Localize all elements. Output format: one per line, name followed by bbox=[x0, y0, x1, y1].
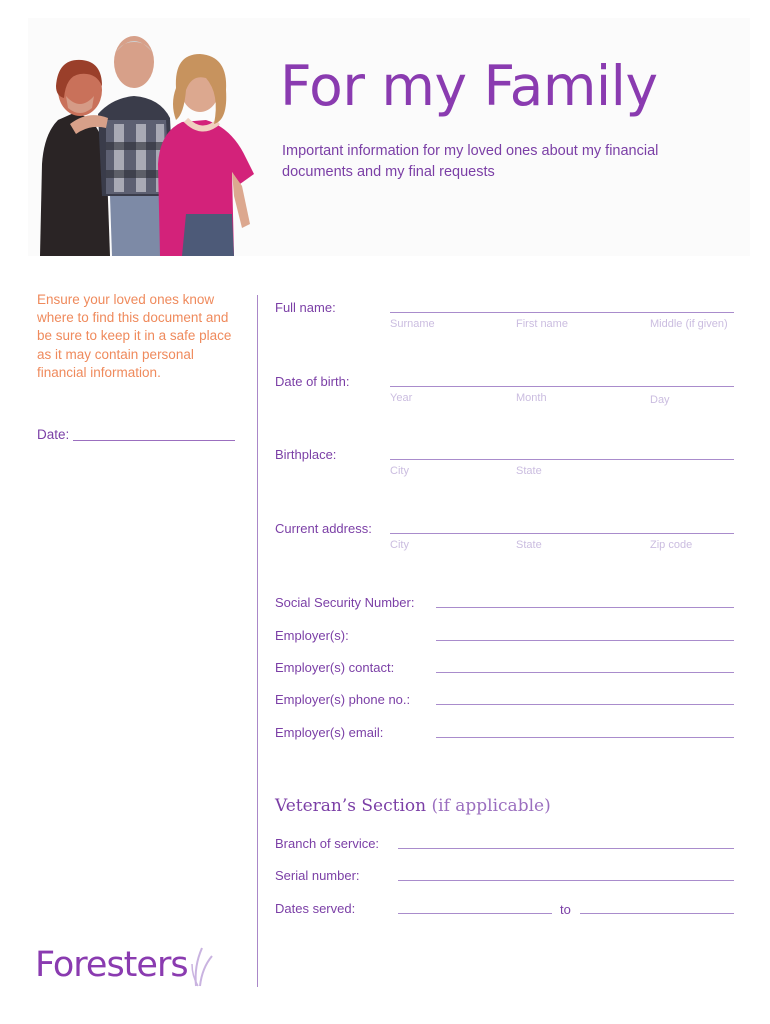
employer-phone-label: Employer(s) phone no.: bbox=[275, 692, 411, 707]
address-input-line[interactable] bbox=[390, 533, 734, 534]
safekeeping-note: Ensure your loved ones know where to find this document and be sure to keep it in a safe place as it may contain personal financial information. bbox=[37, 292, 232, 380]
year-hint: Year bbox=[390, 392, 413, 404]
employer-email-label: Employer(s) email: bbox=[275, 725, 384, 740]
serial-number-label: Serial number: bbox=[275, 868, 360, 883]
foresters-logo: Foresters bbox=[35, 945, 188, 985]
dates-served-from-line[interactable] bbox=[398, 913, 552, 914]
employers-label: Employer(s): bbox=[275, 628, 349, 643]
month-hint: Month bbox=[516, 392, 547, 404]
page-subtitle: Important information for my loved ones about my financial documents and my final requests bbox=[282, 143, 659, 180]
employer-email-input-line[interactable] bbox=[436, 737, 734, 738]
full-name-input-line[interactable] bbox=[390, 312, 734, 313]
column-divider bbox=[257, 295, 258, 987]
first-name-hint: First name bbox=[516, 318, 568, 330]
foresters-sprout-icon bbox=[190, 942, 216, 988]
address-state-hint: State bbox=[516, 539, 542, 551]
address-city-hint: City bbox=[390, 539, 409, 551]
date-input-line[interactable] bbox=[73, 440, 235, 441]
dob-label: Date of birth: bbox=[275, 374, 350, 389]
address-label: Current address: bbox=[275, 521, 372, 536]
employer-contact-label: Employer(s) contact: bbox=[275, 660, 395, 675]
dates-served-label: Dates served: bbox=[275, 901, 356, 916]
employers-input-line[interactable] bbox=[436, 640, 734, 641]
dates-served-to-label: to bbox=[560, 902, 571, 917]
ssn-input-line[interactable] bbox=[436, 607, 734, 608]
birthplace-state-hint: State bbox=[516, 465, 542, 477]
full-name-label: Full name: bbox=[275, 300, 336, 315]
date-label: Date: bbox=[37, 427, 70, 442]
employer-phone-input-line[interactable] bbox=[436, 704, 734, 705]
veteran-section-title bbox=[275, 796, 551, 816]
page-title: For my Family bbox=[280, 54, 658, 118]
branch-input-line[interactable] bbox=[398, 848, 734, 849]
dates-served-to-line[interactable] bbox=[580, 913, 734, 914]
veteran-section-note: (if applicable) bbox=[431, 796, 551, 816]
employer-contact-input-line[interactable] bbox=[436, 672, 734, 673]
zip-code-hint: Zip code bbox=[650, 539, 693, 551]
birthplace-input-line[interactable] bbox=[390, 459, 734, 460]
dob-input-line[interactable] bbox=[390, 386, 734, 387]
veteran-section-heading: Veteran’s Section bbox=[275, 796, 427, 816]
day-hint: Day bbox=[650, 394, 670, 406]
serial-number-input-line[interactable] bbox=[398, 880, 734, 881]
birthplace-city-hint: City bbox=[390, 465, 409, 477]
birthplace-label: Birthplace: bbox=[275, 447, 337, 462]
middle-name-hint: Middle (if given) bbox=[650, 318, 728, 330]
branch-label: Branch of service: bbox=[275, 836, 380, 851]
family-photo bbox=[36, 24, 262, 256]
ssn-label: Social Security Number: bbox=[275, 595, 415, 610]
surname-hint: Surname bbox=[390, 318, 435, 330]
